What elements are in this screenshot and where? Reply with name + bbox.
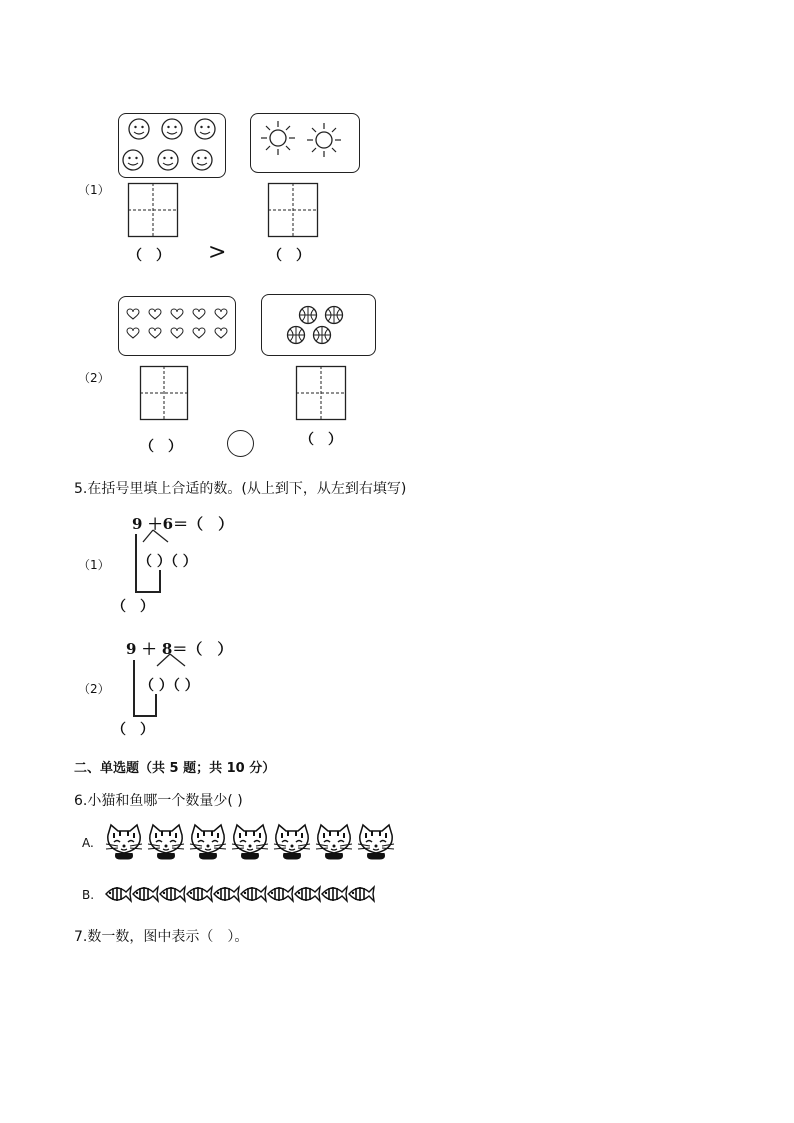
answer-blank[interactable]: （ ） xyxy=(112,599,154,615)
cat-icon xyxy=(358,825,394,859)
heart-group-box xyxy=(118,296,236,356)
answer-blank[interactable]: （ ） xyxy=(140,439,182,455)
cat-icon xyxy=(316,825,352,859)
q4-part2-label: （2） xyxy=(78,371,110,385)
fish-icon xyxy=(133,887,158,901)
sun-group-box xyxy=(250,113,360,173)
fish-icon xyxy=(214,887,239,901)
fish-icon xyxy=(241,887,266,901)
answer-blank[interactable]: （ ） xyxy=(128,248,170,264)
sun-icon xyxy=(261,121,295,155)
basketball-icon xyxy=(288,327,305,344)
smiley-icon xyxy=(129,119,149,139)
heart-icon xyxy=(127,309,139,319)
heart-icon xyxy=(193,328,205,338)
smiley-icon xyxy=(192,150,212,170)
fish-icon xyxy=(322,887,347,901)
cat-icon xyxy=(106,825,142,859)
fish-icon xyxy=(160,887,185,901)
heart-icon xyxy=(171,328,183,338)
q5-part1-label: （1） xyxy=(78,558,110,572)
writing-grid-box[interactable] xyxy=(268,183,318,237)
smiley-icon xyxy=(195,119,215,139)
heart-icon xyxy=(149,309,161,319)
smiley-icon xyxy=(158,150,178,170)
comparison-circle[interactable] xyxy=(227,430,254,457)
ball-group xyxy=(262,295,375,355)
cat-icon xyxy=(190,825,226,859)
cat-icon xyxy=(232,825,268,859)
writing-grid-box[interactable] xyxy=(296,366,346,420)
smiley-icon xyxy=(162,119,182,139)
q4-part1-label: （1） xyxy=(78,183,110,197)
basketball-icon xyxy=(326,307,343,324)
greater-than-sign: > xyxy=(208,240,227,265)
heart-icon xyxy=(215,328,227,338)
basketball-icon xyxy=(300,307,317,324)
heart-icon xyxy=(215,309,227,319)
fish-row[interactable] xyxy=(104,878,380,912)
option-b-label[interactable]: B. xyxy=(82,888,95,902)
equation-text: 9 ＋ 8＝（ ） xyxy=(126,640,233,658)
writing-grid-box[interactable] xyxy=(140,366,188,420)
answer-blank[interactable]: （ ） xyxy=(112,722,154,738)
ball-group-box xyxy=(261,294,376,356)
smiley-group-box xyxy=(118,113,226,178)
smiley-group xyxy=(119,114,225,177)
cat-icon xyxy=(274,825,310,859)
heart-icon xyxy=(127,328,139,338)
equation-text: 9 ＋6＝（ ） xyxy=(132,515,234,533)
option-a-label[interactable]: A. xyxy=(82,836,94,850)
fish-icon xyxy=(268,887,293,901)
heart-icon xyxy=(171,309,183,319)
answer-blank[interactable]: （ ） xyxy=(268,248,310,264)
sun-icon xyxy=(307,123,341,157)
basketball-icon xyxy=(314,327,331,344)
split-blanks[interactable]: （ ）（ ） xyxy=(140,678,199,694)
q5-prompt: 5.在括号里填上合适的数。(从上到下，从左到右填写) xyxy=(74,481,407,497)
fish-icon xyxy=(349,887,374,901)
cat-row[interactable] xyxy=(104,823,400,863)
smiley-icon xyxy=(123,150,143,170)
split-blanks[interactable]: （ ）（ ） xyxy=(138,554,197,570)
fish-icon xyxy=(295,887,320,901)
q7-prompt: 7.数一数，图中表示（ ）。 xyxy=(74,929,249,945)
section-heading: 二、单选题（共 5 题；共 10 分） xyxy=(74,761,276,776)
sun-group xyxy=(251,114,359,172)
heart-icon xyxy=(193,309,205,319)
cat-icon xyxy=(148,825,184,859)
fish-icon xyxy=(106,887,131,901)
fish-icon xyxy=(187,887,212,901)
q6-prompt: 6.小猫和鱼哪一个数量少( ) xyxy=(74,793,243,809)
heart-group xyxy=(119,297,235,355)
answer-blank[interactable]: （ ） xyxy=(300,432,342,448)
q5-part2-label: （2） xyxy=(78,682,110,696)
heart-icon xyxy=(149,328,161,338)
writing-grid-box[interactable] xyxy=(128,183,178,237)
